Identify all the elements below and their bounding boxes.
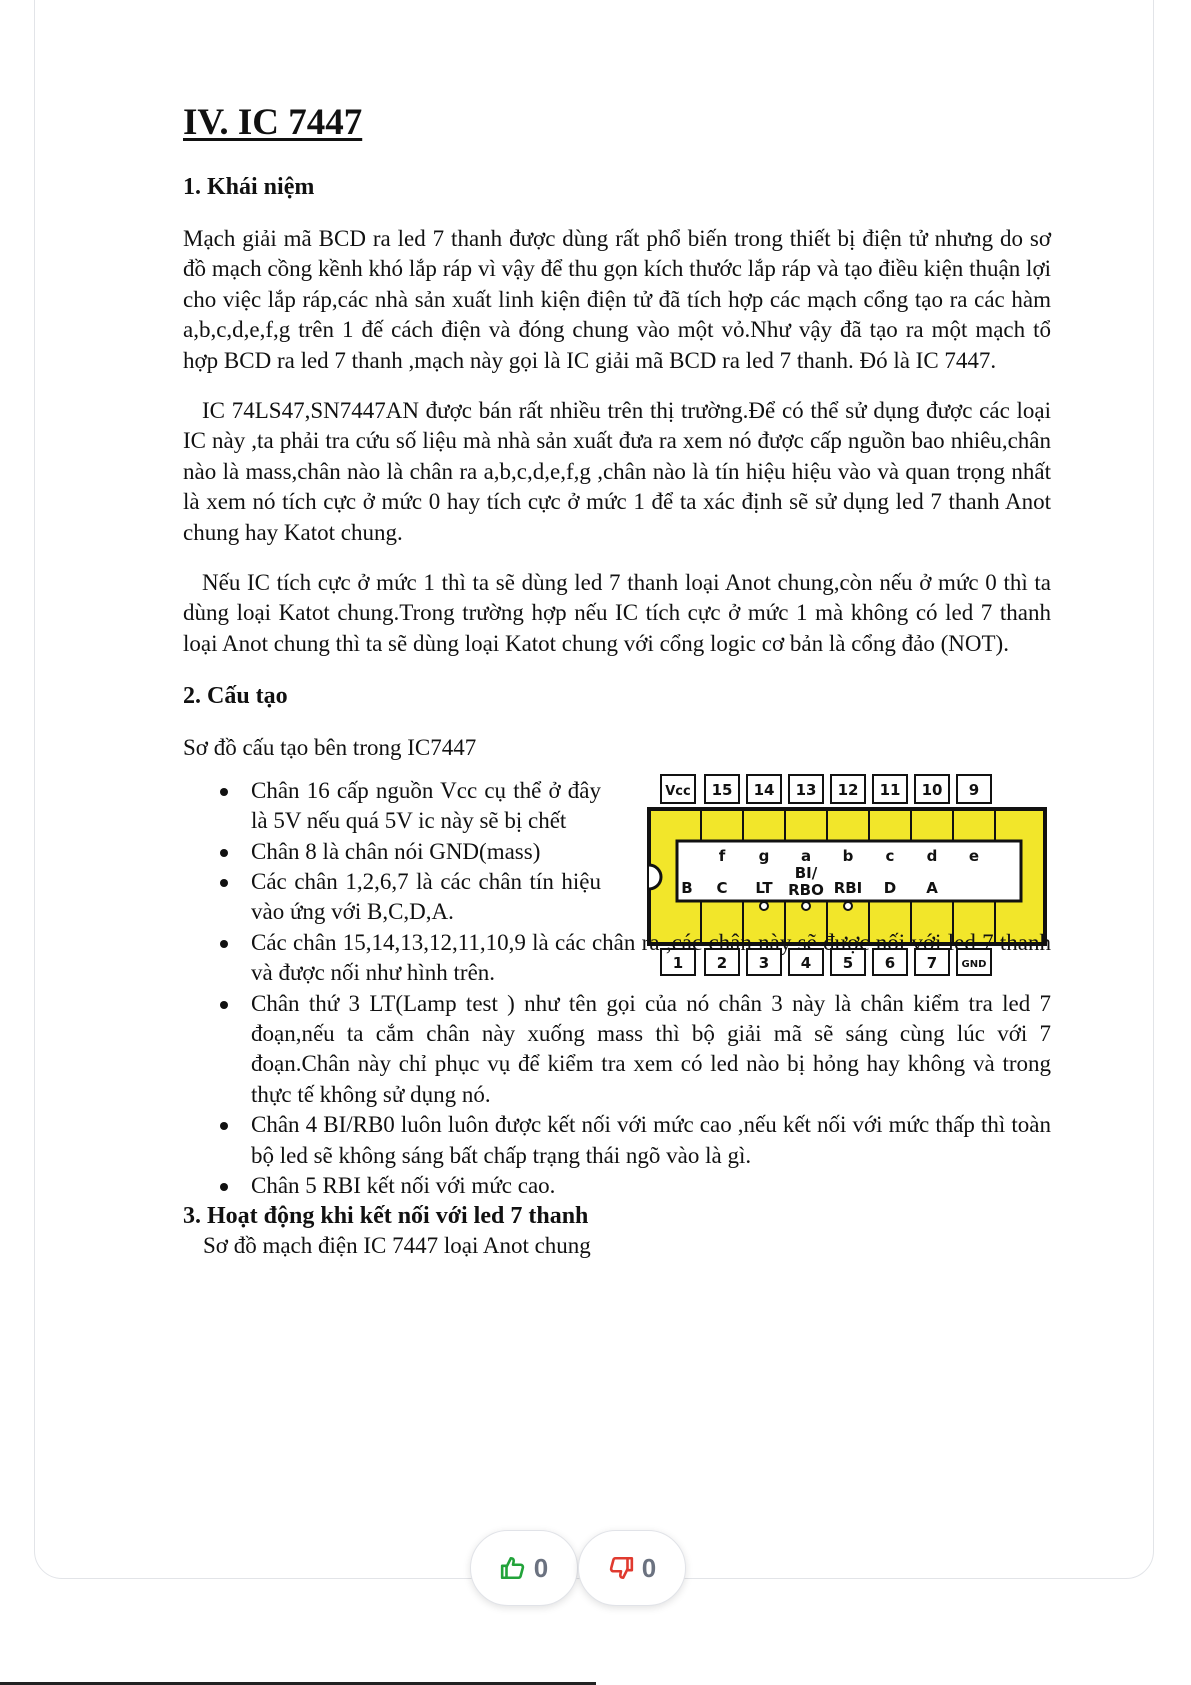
top-pins: [661, 775, 991, 803]
pin-label-15: 15: [711, 781, 733, 800]
pin-label-9: 9: [968, 781, 980, 800]
list-item: Các chân 1,2,6,7 là các chân tín hiệu vào ứng với B,C,D,A.: [251, 867, 601, 928]
pin-label-13: 13: [795, 781, 817, 800]
input-label-d: D: [883, 879, 897, 898]
input-label-bi: BI/: [794, 864, 818, 883]
structure-block: [183, 733, 1051, 1201]
segment-label-e: e: [968, 847, 980, 866]
pin-label-gnd: GND: [961, 959, 987, 971]
segment-label-d: d: [926, 847, 938, 866]
bubble-bi: [802, 902, 810, 910]
dislike-button[interactable]: [578, 1530, 686, 1606]
pin-label-5: 5: [842, 954, 854, 973]
section-1-heading: 1. Khái niệm: [183, 174, 315, 200]
segment-label-c: c: [885, 847, 895, 866]
thumbs-down-icon: [608, 1555, 634, 1581]
input-label-rbi: RBI: [833, 879, 863, 898]
list-item: Chân 4 BI/RB0 luôn luôn được kết nối với mức cao ,nếu kết nối với mức thấp thì toàn bộ led sẽ không sáng bất chấp trạng thái ngõ vào là gì.: [251, 1110, 1051, 1171]
input-label-a: A: [926, 879, 938, 898]
pin-label-1: 1: [672, 954, 684, 973]
input-label-rbo: RBO: [788, 881, 824, 900]
thumbs-up-icon: [500, 1555, 526, 1581]
section-1-paragraph-2: IC 74LS47,SN7447AN được bán rất nhiều trên thị trường.Để có thể sử dụng được các loại IC này ,ta phải tra cứu số liệu mà nhà sản xuất đưa ra xem nó được cấp nguồn bao nhiêu,chân nào là mass,chân nào là chân ra a,b,c,d,e,f,g ,chân nào là tín hiệu hiệu vào và quan trọng nhất là xem nó tích cực ở mức 0 hay tích cực ở mức 1 để ta xác định sẽ sử dụng led 7 thanh Anot chung hay Katot chung.: [183, 398, 1051, 545]
pin-label-14: 14: [753, 781, 775, 800]
bubble-rbi: [844, 902, 852, 910]
pin-label-3: 3: [758, 954, 770, 973]
input-label-lt: LT: [755, 879, 773, 898]
pin-label-11: 11: [879, 781, 901, 800]
page-title: IV. IC 7447: [183, 102, 363, 143]
like-count: 0: [533, 1552, 549, 1583]
input-label-b: B: [681, 879, 693, 898]
diagram-caption: Sơ đồ cấu tạo bên trong IC7447: [183, 735, 477, 761]
list-item: Chân 8 là chân nói GND(mass): [251, 837, 601, 867]
list-item: Chân 16 cấp nguồn Vcc cụ thể ở đây là 5V nếu quá 5V ic này sẽ bị chết: [251, 776, 601, 837]
section-1-paragraph-1: Mạch giải mã BCD ra led 7 thanh được dùng rất phổ biến trong thiết bị điện tử nhưng do sơ đồ mạch cồng kềnh khó lắp ráp vì vậy để thu gọn kích thước lắp ráp và tạo điều kiện thuận lợi cho việc lắp ráp,các nhà sản xuất linh kiện điện tử đã tích hợp các mạch cổng tạo ra các hàm a,b,c,d,e,f,g trên 1 đế cách điện và đóng chung vào một vỏ.Như vậy đã tạo ra một mạch tổ hợp BCD ra led 7 thanh ,mạch này gọi là IC giải mã BCD ra led 7 thanh. Đó là IC 7447.: [183, 226, 1051, 373]
bubble-lt: [760, 902, 768, 910]
segment-label-g: g: [758, 847, 770, 866]
input-label-c: C: [716, 879, 728, 898]
pin-label-7: 7: [926, 954, 938, 973]
pin-label-12: 12: [837, 781, 859, 800]
segment-label-a: a: [800, 847, 812, 866]
segment-label-f: f: [718, 847, 726, 866]
pin-label-10: 10: [921, 781, 943, 800]
pin-label-2: 2: [716, 954, 728, 973]
list-item: Các chân 15,14,13,12,11,10,9 là các chân ra ,các chân này sẽ được nối với led 7 thanh và được nối như hình trên.: [251, 928, 1051, 989]
document-body: [183, 100, 1051, 1262]
segment-label-b: b: [842, 847, 854, 866]
section-3-heading: 3. Hoạt động khi kết nối với led 7 thanh: [183, 1203, 589, 1230]
list-item: Chân thứ 3 LT(Lamp test ) như tên gọi của nó chân 3 này là chân kiểm tra led 7 đoạn,nếu ta cắm chân này xuống mass thì bộ giải mã sẽ sáng cùng lúc với 7 đoạn.Chân này chỉ phục vụ để kiểm tra xem có led nào bị hỏng hay không và trong thực tế không sử dụng nó.: [251, 989, 1051, 1111]
pin-label-vcc: Vcc: [665, 784, 691, 800]
ic-notch: [649, 865, 661, 889]
section-2-heading: 2. Cấu tạo: [183, 683, 288, 710]
section-3-caption: Sơ đồ mạch điện IC 7447 loại Anot chung: [203, 1233, 591, 1259]
like-button[interactable]: [470, 1530, 578, 1606]
list-item: Chân 5 RBI kết nối với mức cao.: [251, 1171, 1051, 1201]
dislike-count: 0: [641, 1552, 657, 1583]
pin-label-6: 6: [884, 954, 896, 973]
pin-label-4: 4: [800, 954, 812, 973]
section-1-paragraph-3: Nếu IC tích cực ở mức 1 thì ta sẽ dùng led 7 thanh loại Anot chung,còn nếu ở mức 0 thì ta dùng loại Katot chung.Trong trường hợp nếu IC tích cực ở mức 1 mà không có led 7 thanh loại Anot chung thì ta sẽ dùng loại Katot chung với cổng logic cơ bản là cổng đảo (NOT).: [183, 570, 1051, 656]
